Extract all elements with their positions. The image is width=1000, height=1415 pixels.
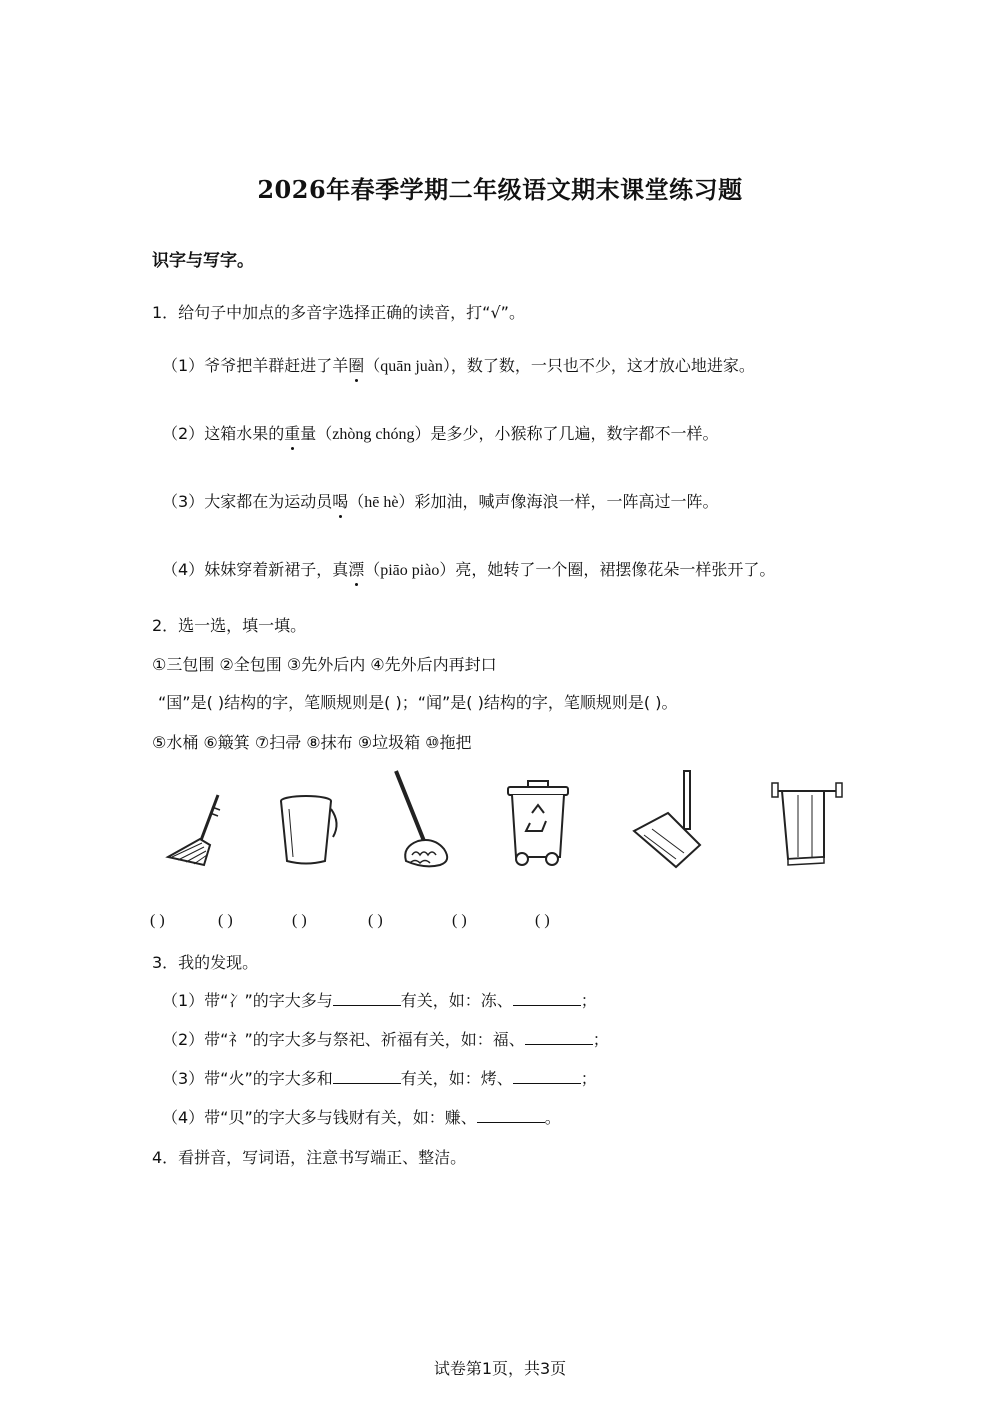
q3-item: （4）带“贝”的字大多与钱财有关，如：赚、 。 bbox=[162, 1108, 561, 1127]
q1-prompt: 1．给句子中加点的多音字选择正确的读音，打“√”。 bbox=[152, 303, 525, 322]
pinyin-options: （quān juàn） bbox=[364, 358, 451, 375]
tool-answer-parens bbox=[150, 912, 870, 934]
recycling-bin-icon bbox=[502, 765, 574, 875]
q1-item: （1）爷爷把羊群赶进了羊圈（quān juàn），数了数，一只也不少，这才放心地进家。 bbox=[162, 353, 755, 376]
dotted-char: 喝 bbox=[332, 489, 348, 512]
q1-item: （4）妹妹穿着新裙子，真漂（piāo piào）亮，她转了一个圈，裙摆像花朵一样张开了。 bbox=[162, 557, 775, 580]
broom-icon bbox=[160, 765, 230, 875]
q2-fill-line: “国”是( )结构的字，笔顺规则是( )；“闻”是( )结构的字，笔顺规则是( )。 bbox=[158, 693, 678, 712]
towel-icon bbox=[768, 765, 848, 875]
answer-blank[interactable] bbox=[477, 1108, 545, 1123]
q3-prompt: 3．我的发现。 bbox=[152, 953, 259, 972]
dustpan-icon bbox=[628, 765, 708, 875]
q3-item: （2）带“礻”的字大多与祭祀、祈福有关，如：福、 ； bbox=[162, 1030, 609, 1049]
cleaning-tools-images bbox=[150, 765, 870, 875]
q1-item: （2）这箱水果的重量（zhòng chóng）是多少，小猴称了几遍，数字都不一样。 bbox=[162, 421, 718, 444]
answer-blank[interactable] bbox=[513, 1069, 581, 1084]
pinyin-options: （piāo piào） bbox=[364, 562, 456, 579]
q4-prompt: 4．看拼音，写词语，注意书写端正、整洁。 bbox=[152, 1148, 467, 1167]
answer-blank[interactable] bbox=[333, 1069, 401, 1084]
section-heading: 识字与写字。 bbox=[152, 251, 254, 271]
dotted-char: 圈 bbox=[348, 353, 364, 376]
answer-blank[interactable] bbox=[333, 991, 401, 1006]
q2-prompt: 2．选一选，填一填。 bbox=[152, 616, 307, 635]
q3-item: （3）带“火”的字大多和 有关，如：烤、 ； bbox=[162, 1069, 597, 1088]
q3-item: （1）带“冫”的字大多与 有关，如：冻、 ； bbox=[162, 991, 597, 1010]
answer-paren[interactable]: ( ) bbox=[452, 912, 467, 929]
mop-icon bbox=[388, 765, 458, 875]
answer-blank[interactable] bbox=[525, 1030, 593, 1045]
bucket-icon bbox=[275, 765, 345, 875]
dotted-char: 重 bbox=[284, 421, 300, 444]
answer-paren[interactable]: ( ) bbox=[292, 912, 307, 929]
page-title: 2026年春季学期二年级语文期末课堂练习题 bbox=[257, 175, 743, 204]
answer-paren[interactable]: ( ) bbox=[150, 912, 165, 929]
pinyin-options: （hē hè） bbox=[348, 494, 415, 511]
pinyin-options: （zhòng chóng） bbox=[316, 426, 431, 443]
answer-paren[interactable]: ( ) bbox=[218, 912, 233, 929]
q1-item: （3）大家都在为运动员喝（hē hè）彩加油，喊声像海浪一样，一阵高过一阵。 bbox=[162, 489, 718, 512]
page-footer: 试卷第1页，共3页 bbox=[433, 1359, 567, 1378]
q2-tools-list: ⑤水桶 ⑥簸箕 ⑦扫帚 ⑧抹布 ⑨垃圾箱 ⑩拖把 bbox=[152, 733, 472, 752]
dotted-char: 漂 bbox=[348, 557, 364, 580]
answer-paren[interactable]: ( ) bbox=[535, 912, 550, 929]
answer-blank[interactable] bbox=[513, 991, 581, 1006]
q2-options: ①三包围 ②全包围 ③先外后内 ④先外后内再封口 bbox=[152, 655, 497, 674]
answer-paren[interactable]: ( ) bbox=[368, 912, 383, 929]
